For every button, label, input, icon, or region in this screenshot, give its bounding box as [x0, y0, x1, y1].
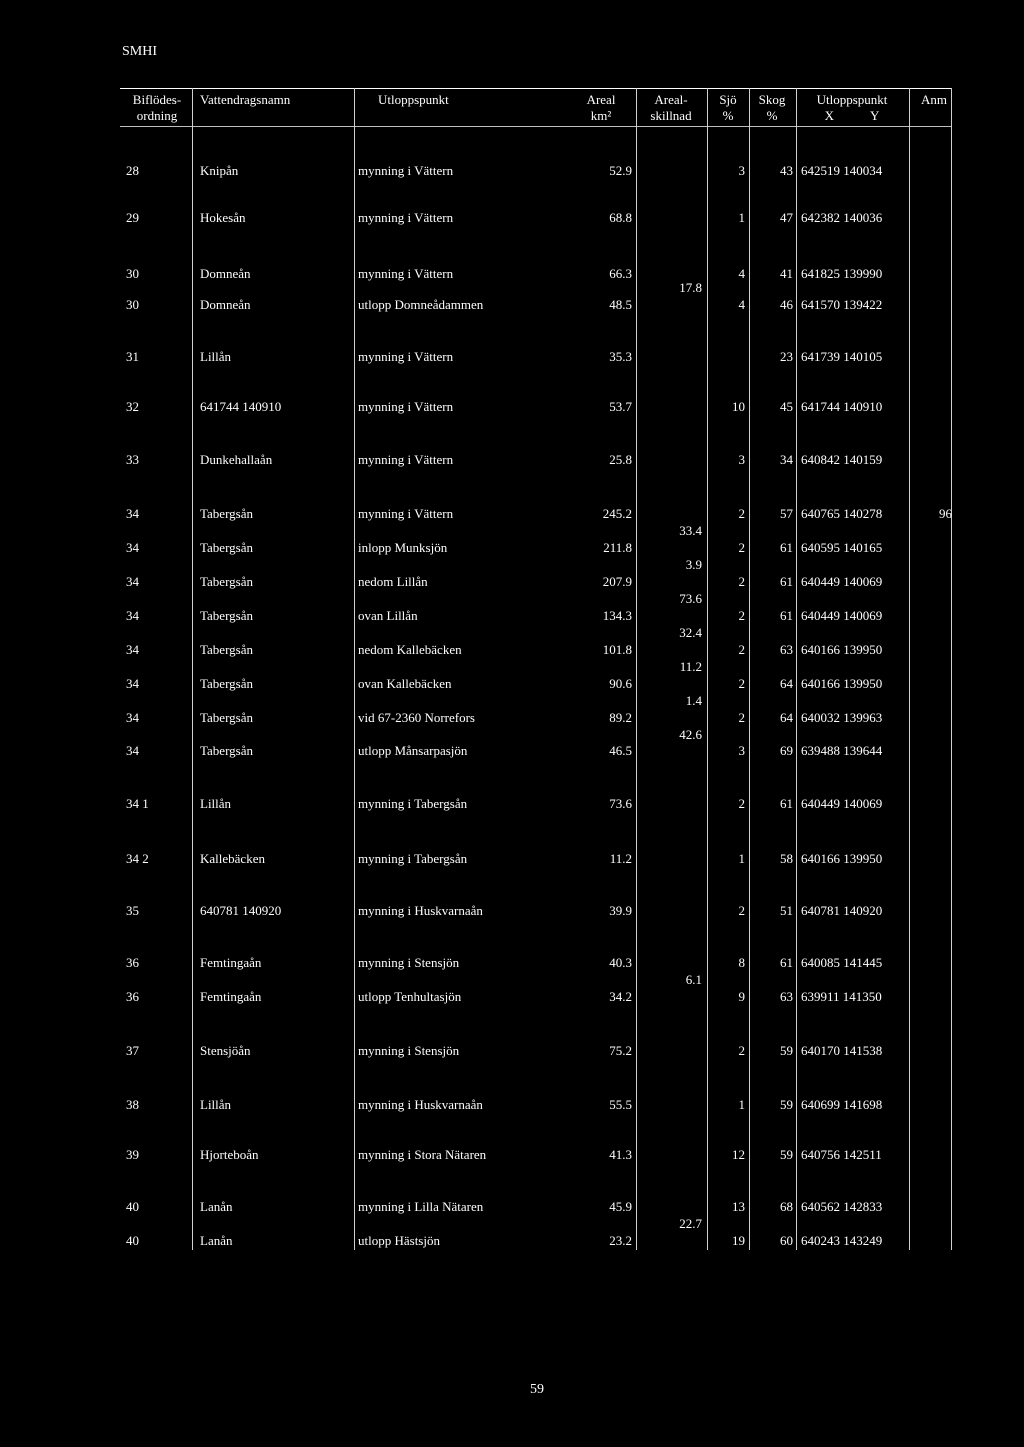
- cell-coord: 641744 140910: [801, 399, 883, 414]
- cell-outlet: mynning i Stensjön: [358, 1043, 460, 1058]
- cell-area: 23.2: [609, 1233, 632, 1248]
- cell-forest: 61: [780, 608, 793, 623]
- cell-coord: 640032 139963: [801, 710, 883, 725]
- cell-area: 34.2: [609, 989, 632, 1004]
- cell-outlet: ovan Lillån: [358, 608, 418, 623]
- cell-order: 34 2: [126, 851, 149, 866]
- cell-outlet: utlopp Domneådammen: [358, 297, 484, 312]
- cell-outlet: mynning i Vättern: [358, 163, 454, 178]
- cell-outlet: utlopp Hästsjön: [358, 1233, 440, 1248]
- cell-lake: 3: [738, 452, 745, 467]
- cell-area: 48.5: [609, 297, 632, 312]
- cell-lake: 2: [738, 710, 745, 725]
- cell-order: 37: [126, 1043, 139, 1058]
- cell-name: Dunkehallaån: [200, 452, 273, 467]
- cell-area-diff: 32.4: [679, 625, 702, 640]
- cell-lake: 2: [738, 540, 745, 555]
- cell-name: Lanån: [200, 1199, 233, 1214]
- cell-forest: 60: [780, 1233, 793, 1248]
- cell-order: 34: [126, 574, 139, 589]
- cell-coord: 640765 140278: [801, 506, 883, 521]
- col-coord-header-l1: Utloppspunkt: [816, 92, 888, 107]
- cell-name: Domneån: [200, 297, 251, 312]
- cell-order: 36: [126, 989, 139, 1004]
- cell-coord: 640595 140165: [801, 540, 883, 555]
- cell-area: 66.3: [609, 266, 632, 281]
- cell-order: 30: [126, 266, 139, 281]
- cell-order: 38: [126, 1097, 139, 1112]
- cell-lake: 1: [738, 1097, 745, 1112]
- cell-outlet: mynning i Vättern: [358, 399, 454, 414]
- cell-outlet: mynning i Stensjön: [358, 955, 460, 970]
- cell-outlet: nedom Kallebäcken: [358, 642, 462, 657]
- cell-area: 52.9: [609, 163, 632, 178]
- col-forest-header: [752, 92, 792, 124]
- cell-forest: 61: [780, 540, 793, 555]
- cell-forest: 59: [780, 1097, 793, 1112]
- col-separator: [909, 88, 910, 1250]
- cell-area: 25.8: [609, 452, 632, 467]
- cell-lake: 4: [738, 297, 745, 312]
- cell-coord: 640170 141538: [801, 1043, 883, 1058]
- cell-forest: 47: [780, 210, 793, 225]
- col-area-header-l2: km²: [590, 108, 612, 123]
- cell-area: 134.3: [602, 608, 632, 623]
- cell-forest: 69: [780, 743, 793, 758]
- cell-order: 40: [126, 1199, 139, 1214]
- cell-lake: 2: [738, 676, 745, 691]
- cell-outlet: utlopp Månsarpasjön: [358, 743, 468, 758]
- cell-area: 46.5: [609, 743, 632, 758]
- cell-lake: 2: [738, 903, 745, 918]
- cell-name: Tabergsån: [200, 743, 253, 758]
- cell-area: 39.9: [609, 903, 632, 918]
- cell-forest: 64: [780, 676, 793, 691]
- cell-forest: 57: [780, 506, 793, 521]
- cell-lake: 13: [732, 1199, 745, 1214]
- col-outlet-header: Utloppspunkt: [378, 92, 449, 107]
- cell-area-diff: 33.4: [679, 523, 702, 538]
- cell-name: Lanån: [200, 1233, 233, 1248]
- cell-forest: 59: [780, 1147, 793, 1162]
- col-separator: [796, 88, 797, 1250]
- cell-outlet: nedom Lillån: [358, 574, 428, 589]
- cell-name: Femtingaån: [200, 955, 262, 970]
- cell-forest: 58: [780, 851, 793, 866]
- cell-name: Hjorteboån: [200, 1147, 259, 1162]
- cell-order: 35: [126, 903, 139, 918]
- cell-coord: 641570 139422: [801, 297, 883, 312]
- cell-area: 11.2: [609, 851, 632, 866]
- cell-forest: 63: [780, 989, 793, 1004]
- cell-area: 41.3: [609, 1147, 632, 1162]
- cell-order: 39: [126, 1147, 139, 1162]
- cell-outlet: mynning i Vättern: [358, 452, 454, 467]
- cell-lake: 2: [738, 796, 745, 811]
- cell-forest: 61: [780, 955, 793, 970]
- cell-outlet: mynning i Vättern: [358, 210, 454, 225]
- cell-lake: 10: [732, 399, 745, 414]
- col-separator: [354, 88, 355, 1250]
- cell-area: 89.2: [609, 710, 632, 725]
- cell-order: 32: [126, 399, 139, 414]
- cell-forest: 61: [780, 796, 793, 811]
- cell-outlet: mynning i Huskvarnaån: [358, 903, 483, 918]
- cell-name: 641744 140910: [200, 399, 282, 414]
- cell-coord: 639911 141350: [801, 989, 882, 1004]
- cell-name: Hokesån: [200, 210, 246, 225]
- cell-order: 34: [126, 608, 139, 623]
- cell-forest: 59: [780, 1043, 793, 1058]
- cell-area: 68.8: [609, 210, 632, 225]
- col-remark-header: Anm: [921, 92, 947, 107]
- cell-area: 245.2: [602, 506, 632, 521]
- cell-name: Tabergsån: [200, 676, 253, 691]
- cell-coord: 640449 140069: [801, 796, 883, 811]
- cell-lake: 3: [738, 743, 745, 758]
- cell-forest: 63: [780, 642, 793, 657]
- col-separator: [707, 88, 708, 1250]
- cell-name: Tabergsån: [200, 642, 253, 657]
- cell-name: Stensjöån: [200, 1043, 251, 1058]
- cell-lake: 1: [738, 851, 745, 866]
- col-separator: [192, 88, 193, 1250]
- cell-coord: 640166 139950: [801, 851, 883, 866]
- cell-order: 29: [126, 210, 139, 225]
- cell-forest: 43: [780, 163, 793, 178]
- cell-coord: 640166 139950: [801, 676, 883, 691]
- cell-order: 40: [126, 1233, 139, 1248]
- col-forest-header-l1: Skog: [758, 92, 786, 107]
- cell-coord: 640756 142511: [801, 1147, 882, 1162]
- cell-area-diff: 1.4: [685, 693, 702, 708]
- cell-outlet: mynning i Stora Nätaren: [358, 1147, 487, 1162]
- cell-order: 34: [126, 642, 139, 657]
- cell-name: Knipån: [200, 163, 239, 178]
- header-bottom-rule: [120, 126, 952, 127]
- cell-forest: 45: [780, 399, 793, 414]
- cell-order: 33: [126, 452, 139, 467]
- cell-area: 73.6: [609, 796, 632, 811]
- col-diff-header-l2: skillnad: [650, 108, 692, 123]
- cell-order: 34: [126, 506, 139, 521]
- cell-order: 28: [126, 163, 139, 178]
- cell-area-diff: 17.8: [679, 280, 702, 295]
- cell-order: 30: [126, 297, 139, 312]
- col-forest-header-l2: %: [766, 108, 778, 123]
- cell-outlet: mynning i Tabergsån: [358, 851, 468, 866]
- cell-area: 211.8: [603, 540, 632, 555]
- cell-name: Tabergsån: [200, 574, 253, 589]
- cell-area-diff: 73.6: [679, 591, 702, 606]
- cell-name: Femtingaån: [200, 989, 262, 1004]
- col-diff-header: [638, 92, 704, 124]
- col-lake-header-l1: Sjö: [719, 92, 737, 107]
- cell-order: 34 1: [126, 796, 149, 811]
- cell-lake: 8: [738, 955, 745, 970]
- col-order-header: [124, 92, 190, 124]
- cell-forest: 41: [780, 266, 793, 281]
- col-lake-header-l2: %: [722, 108, 734, 123]
- cell-area-diff: 42.6: [679, 727, 702, 742]
- col-coord-header-xy: [800, 108, 904, 124]
- org-label: SMHI: [122, 44, 158, 59]
- cell-lake: 2: [738, 1043, 745, 1058]
- cell-lake: 1: [738, 210, 745, 225]
- cell-forest: 64: [780, 710, 793, 725]
- col-separator: [636, 88, 637, 1250]
- cell-coord: 640449 140069: [801, 574, 883, 589]
- cell-name: Lillån: [200, 1097, 232, 1112]
- cell-coord: 641825 139990: [801, 266, 883, 281]
- cell-name: Tabergsån: [200, 710, 253, 725]
- cell-lake: 4: [738, 266, 745, 281]
- cell-remark: 96: [939, 506, 952, 521]
- cell-forest: 51: [780, 903, 793, 918]
- col-area-header: [570, 92, 632, 124]
- col-coord-x-header: X: [824, 108, 834, 123]
- cell-name: Lillån: [200, 796, 232, 811]
- cell-area: 55.5: [609, 1097, 632, 1112]
- col-area-header-l1: Areal: [586, 92, 616, 107]
- cell-name: Tabergsån: [200, 608, 253, 623]
- cell-coord: 642519 140034: [801, 163, 883, 178]
- cell-forest: 34: [780, 452, 793, 467]
- cell-forest: 68: [780, 1199, 793, 1214]
- cell-area-diff: 3.9: [685, 557, 702, 572]
- cell-lake: 2: [738, 642, 745, 657]
- cell-forest: 23: [780, 349, 793, 364]
- cell-lake: 3: [738, 163, 745, 178]
- cell-coord: 641739 140105: [801, 349, 883, 364]
- cell-area: 207.9: [602, 574, 632, 589]
- cell-coord: 640166 139950: [801, 642, 883, 657]
- cell-outlet: mynning i Huskvarnaån: [358, 1097, 483, 1112]
- cell-outlet: mynning i Vättern: [358, 266, 454, 281]
- cell-lake: 2: [738, 506, 745, 521]
- cell-coord: 640562 142833: [801, 1199, 883, 1214]
- col-lake-header: [710, 92, 746, 124]
- cell-area: 45.9: [609, 1199, 632, 1214]
- cell-outlet: ovan Kallebäcken: [358, 676, 452, 691]
- cell-name: Tabergsån: [200, 540, 253, 555]
- cell-order: 34: [126, 540, 139, 555]
- cell-outlet: mynning i Lilla Nätaren: [358, 1199, 484, 1214]
- cell-name: Domneån: [200, 266, 251, 281]
- col-coord-y-header: Y: [870, 108, 880, 123]
- col-separator: [749, 88, 750, 1250]
- cell-forest: 61: [780, 574, 793, 589]
- col-order-header-l2: ordning: [136, 108, 178, 123]
- col-coord-header: [800, 92, 904, 124]
- cell-outlet: mynning i Vättern: [358, 349, 454, 364]
- cell-outlet: mynning i Vättern: [358, 506, 454, 521]
- cell-lake: 9: [738, 989, 745, 1004]
- cell-area: 35.3: [609, 349, 632, 364]
- cell-forest: 46: [780, 297, 793, 312]
- header-top-rule: [120, 88, 952, 89]
- cell-area: 101.8: [602, 642, 632, 657]
- cell-area-diff: 11.2: [679, 659, 702, 674]
- cell-name: Kallebäcken: [200, 851, 265, 866]
- cell-coord: 640085 141445: [801, 955, 883, 970]
- cell-lake: 12: [732, 1147, 745, 1162]
- cell-coord: 640781 140920: [801, 903, 883, 918]
- cell-area: 90.6: [609, 676, 632, 691]
- cell-name: Tabergsån: [200, 506, 253, 521]
- cell-area-diff: 22.7: [679, 1216, 702, 1231]
- cell-order: 31: [126, 349, 139, 364]
- cell-lake: 19: [732, 1233, 745, 1248]
- cell-lake: 2: [738, 574, 745, 589]
- cell-name: 640781 140920: [200, 903, 282, 918]
- cell-coord: 640243 143249: [801, 1233, 883, 1248]
- cell-outlet: vid 67-2360 Norrefors: [358, 710, 475, 725]
- cell-coord: 639488 139644: [801, 743, 883, 758]
- cell-coord: 640699 141698: [801, 1097, 883, 1112]
- cell-order: 34: [126, 710, 139, 725]
- cell-area-diff: 6.1: [685, 972, 702, 987]
- cell-area: 53.7: [609, 399, 632, 414]
- cell-outlet: mynning i Tabergsån: [358, 796, 468, 811]
- cell-outlet: inlopp Munksjön: [358, 540, 448, 555]
- cell-lake: 2: [738, 608, 745, 623]
- cell-name: Lillån: [200, 349, 232, 364]
- page-number: 59: [530, 1382, 544, 1397]
- cell-order: 34: [126, 676, 139, 691]
- cell-coord: 640842 140159: [801, 452, 883, 467]
- cell-order: 36: [126, 955, 139, 970]
- cell-area: 75.2: [609, 1043, 632, 1058]
- col-diff-header-l1: Areal-: [654, 92, 688, 107]
- col-name-header: Vattendragsnamn: [200, 92, 291, 107]
- col-separator: [951, 88, 952, 1250]
- cell-area: 40.3: [609, 955, 632, 970]
- cell-outlet: utlopp Tenhultasjön: [358, 989, 462, 1004]
- cell-coord: 642382 140036: [801, 210, 883, 225]
- cell-coord: 640449 140069: [801, 608, 883, 623]
- col-order-header-l1: Biflödes-: [132, 92, 182, 107]
- cell-order: 34: [126, 743, 139, 758]
